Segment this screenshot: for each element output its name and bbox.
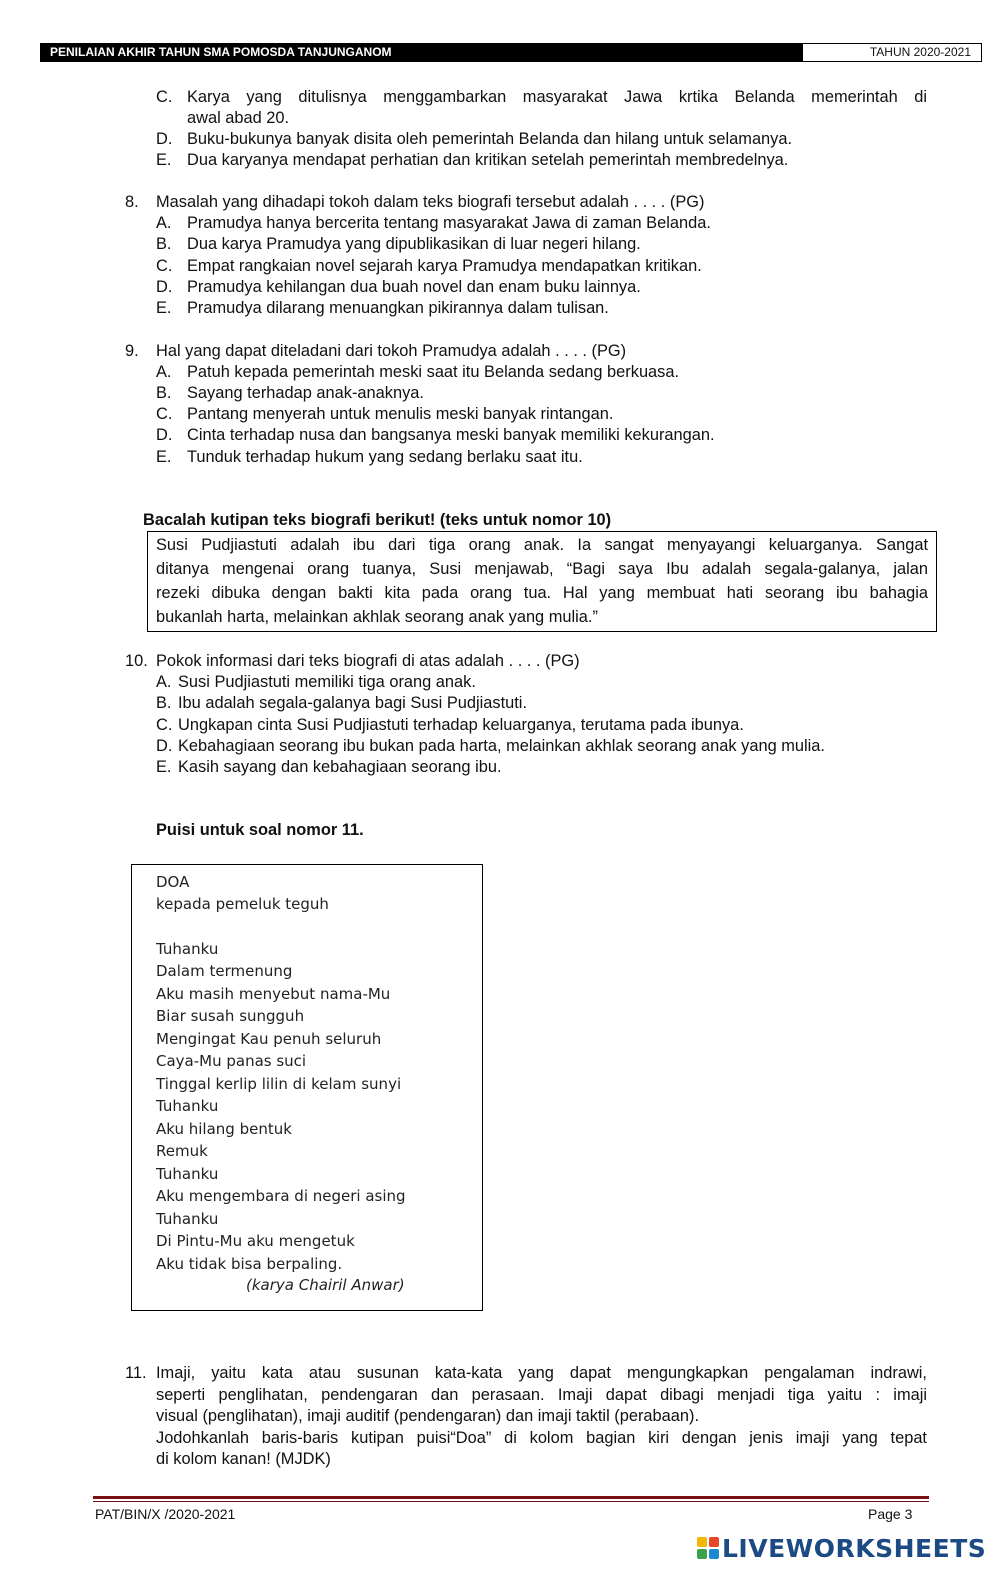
option-text: Ibu adalah segala-galanya bagi Susi Pudjiastuti.	[178, 694, 527, 712]
poem-credit: (karya Chairil Anwar)	[246, 1276, 405, 1294]
option-text: Dua karyanya mendapat perhatian dan kritikan setelah pemerintah membredelnya.	[187, 151, 789, 169]
option-text: Tunduk terhadap hukum yang sedang berlaku saat itu.	[187, 448, 583, 466]
option-label: C.	[156, 716, 173, 734]
q10-option-e[interactable]	[156, 757, 502, 778]
q11-line: Jodohkanlah baris-baris kutipan puisi“Doa” di kolom bagian kiri dengan jenis imaji yang tepat	[156, 1429, 927, 1447]
q8-option-a[interactable]	[156, 213, 711, 234]
passage10-line: Susi Pudjiastuti adalah ibu dari tiga orang anak. Ia sangat menyayangi keluarganya. Sangat	[156, 536, 928, 554]
q8-option-d[interactable]	[156, 277, 641, 298]
q11-line: visual (penglihatan), imaji auditif (pendengaran) dan imaji taktil (perabaan).	[156, 1407, 700, 1425]
option-text: Susi Pudjiastuti memiliki tiga orang anak.	[178, 673, 476, 691]
passage10-line: rezeki dibuka dengan bakti kita pada orang tua. Hal yang membuat hati seorang ibu bahagia	[156, 584, 928, 602]
question-number: 9.	[125, 342, 139, 360]
option-label: B.	[156, 384, 172, 402]
poem-line: Tuhanku	[156, 1210, 219, 1228]
option-text: Dua karya Pramudya yang dipublikasikan di luar negeri hilang.	[187, 235, 641, 253]
option-label: D.	[156, 130, 173, 148]
footer-rule-thin	[93, 1501, 929, 1502]
option-label: E.	[156, 758, 172, 776]
brand-name: LIVEWORKSHEETS	[722, 1533, 987, 1563]
option-text: Pantang menyerah untuk menulis meski banyak rintangan.	[187, 405, 614, 423]
page-header	[40, 43, 982, 62]
poem-line: Biar susah sungguh	[156, 1007, 305, 1025]
option-label: E.	[156, 299, 172, 317]
option-text: Pramudya dilarang menuangkan pikirannya dalam tulisan.	[187, 299, 609, 317]
option-label: D.	[156, 426, 173, 444]
passage10-line: bukanlah harta, melainkan akhlak seorang anak yang mulia.”	[156, 608, 598, 626]
option-text: Pramudya kehilangan dua buah novel dan enam buku lainnya.	[187, 278, 641, 296]
poem-line: Tuhanku	[156, 1165, 219, 1183]
option-label: D.	[156, 737, 173, 755]
option-text: Kebahagiaan seorang ibu bukan pada harta, melainkan akhlak seorang anak yang mulia.	[178, 737, 825, 755]
q8-option-e[interactable]	[156, 298, 609, 319]
option-label: C.	[156, 88, 173, 106]
question-number: 8.	[125, 193, 139, 211]
q10-option-d[interactable]	[156, 736, 825, 757]
option-label: C.	[156, 257, 173, 275]
option-label: D.	[156, 278, 173, 296]
poem-line: Aku masih menyebut nama-Mu	[156, 985, 391, 1003]
option-text: Cinta terhadap nusa dan bangsanya meski banyak memiliki kekurangan.	[187, 426, 715, 444]
poem-line: Aku mengembara di negeri asing	[156, 1187, 406, 1205]
q9-question	[125, 341, 626, 362]
option-text: Pramudya hanya bercerita tentang masyarakat Jawa di zaman Belanda.	[187, 214, 711, 232]
footer-page-number: Page 3	[868, 1506, 913, 1522]
option-text: Kasih sayang dan kebahagiaan seorang ibu.	[178, 758, 502, 776]
q7-option-d	[156, 129, 792, 150]
poem-line: Tuhanku	[156, 1097, 219, 1115]
q11-line: Imaji, yaitu kata atau susunan kata-kata yang dapat mengungkapkan pengalaman indrawi,	[156, 1364, 927, 1382]
q7-option-c	[156, 87, 927, 108]
q8-option-b[interactable]	[156, 234, 641, 255]
q7-option-e	[156, 150, 788, 171]
poem-title: DOA	[156, 873, 190, 891]
option-label: E.	[156, 151, 172, 169]
q11-number: 11.	[125, 1364, 147, 1382]
option-text: Ungkapan cinta Susi Pudjiastuti terhadap keluarganya, terutama pada ibunya.	[178, 716, 744, 734]
option-label: A.	[156, 214, 172, 232]
poem-line: Dalam termenung	[156, 962, 293, 980]
q9-option-a[interactable]	[156, 362, 679, 383]
option-text: Patuh kepada pemerintah meski saat itu Belanda sedang berkuasa.	[187, 363, 680, 381]
q8-option-c[interactable]	[156, 256, 702, 277]
q8-question	[125, 192, 705, 213]
poem-line: Tinggal kerlip lilin di kelam sunyi	[156, 1075, 402, 1093]
option-text: Karya yang ditulisnya menggambarkan masyarakat Jawa krtika Belanda memerintah di	[187, 88, 927, 106]
option-label: B.	[156, 694, 172, 712]
footer-rule	[93, 1496, 929, 1499]
q11-line: di kolom kanan! (MJDK)	[156, 1450, 331, 1468]
poem-line: Aku hilang bentuk	[156, 1120, 292, 1138]
option-label: B.	[156, 235, 172, 253]
option-label: E.	[156, 448, 172, 466]
q10-option-c[interactable]	[156, 715, 744, 736]
footer-code: PAT/BIN/X /2020-2021	[95, 1506, 236, 1522]
q9-option-b[interactable]	[156, 383, 424, 404]
option-text: Empat rangkaian novel sejarah karya Pramudya mendapatkan kritikan.	[187, 257, 702, 275]
q9-option-e[interactable]	[156, 447, 583, 468]
option-text: Sayang terhadap anak-anaknya.	[187, 384, 424, 402]
poem-line: Caya-Mu panas suci	[156, 1052, 307, 1070]
passage10-line: ditanya mengenai orang tuanya, Susi menjawab, “Bagi saya Ibu adalah segala-galanya, jalan	[156, 560, 928, 578]
header-year: TAHUN 2020-2021	[802, 43, 982, 62]
poem-line: Di Pintu-Mu aku mengetuk	[156, 1232, 355, 1250]
question-text: Masalah yang dihadapi tokoh dalam teks biografi tersebut adalah . . . . (PG)	[156, 193, 705, 211]
question-text: Pokok informasi dari teks biografi di atas adalah . . . . (PG)	[156, 652, 580, 670]
liveworksheets-logo[interactable]	[697, 1534, 986, 1562]
passage10-heading: Bacalah kutipan teks biografi berikut! (teks untuk nomor 10)	[143, 511, 612, 529]
option-label: A.	[156, 673, 172, 691]
poem-line: Mengingat Kau penuh seluruh	[156, 1030, 382, 1048]
poem-line: Aku tidak bisa berpaling.	[156, 1255, 343, 1273]
poem-line: Tuhanku	[156, 940, 219, 958]
question-number: 10.	[125, 652, 148, 670]
option-text: Buku-bukunya banyak disita oleh pemerintah Belanda dan hilang untuk selamanya.	[187, 130, 793, 148]
q11-line: seperti penglihatan, pendengaran dan perasaan. Imaji dapat dibagi menjadi tiga yaitu : imaji	[156, 1386, 927, 1404]
passage10-box	[147, 531, 937, 632]
poem-heading: Puisi untuk soal nomor 11.	[156, 821, 364, 839]
q9-option-c[interactable]	[156, 404, 613, 425]
option-label: A.	[156, 363, 172, 381]
poem-line: Remuk	[156, 1142, 208, 1160]
option-label: C.	[156, 405, 173, 423]
question-text: Hal yang dapat diteladani dari tokoh Pramudya adalah . . . . (PG)	[156, 342, 627, 360]
poem-dedication: kepada pemeluk teguh	[156, 895, 329, 913]
q10-option-b[interactable]	[156, 693, 527, 714]
grid-logo-icon	[697, 1537, 719, 1559]
header-school-title: PENILAIAN AKHIR TAHUN SMA POMOSDA TANJUNGANOM	[40, 43, 802, 62]
q10-option-a[interactable]	[156, 672, 476, 693]
q9-option-d[interactable]	[156, 425, 715, 446]
q7-option-c-cont: awal abad 20.	[187, 109, 290, 127]
q10-question	[125, 651, 580, 672]
